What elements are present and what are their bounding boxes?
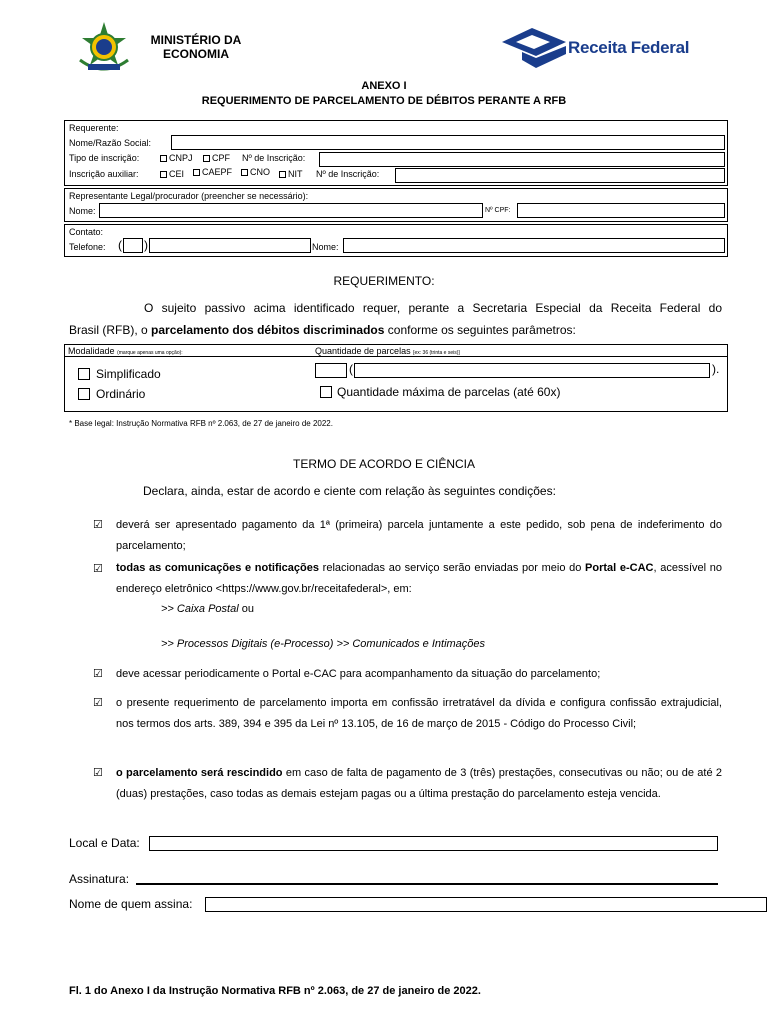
installments-words-field[interactable]: [354, 363, 710, 378]
term-item-3: deve acessar periodicamente o Portal e-CAC para acompanhamento da situação do parcelamento;: [116, 668, 601, 680]
item-1-check-icon: ☑: [93, 519, 103, 531]
terms-intro: Declara, ainda, estar de acordo e ciente com relação às seguintes condições:: [143, 484, 556, 498]
term-item-1: deverá ser apresentado pagamento da 1ª (primeira) parcela juntamente a este pedido, sob pena de indeferimento do parcelamento;: [116, 519, 722, 552]
cno-checkbox[interactable]: [241, 169, 248, 176]
contact-section-label: Contato:: [69, 227, 104, 237]
modality-label: Modalidade (marque apenas uma opção):: [68, 346, 183, 356]
term-item-2: todas as comunicações e notificações relacionadas ao serviço serão enviadas por meio do Portal e-CAC, acessível no endereço eletrônico <https://www.gov.br/receitafederal>, em:: [116, 562, 723, 595]
registration-number-label: Nº de Inscrição:: [242, 153, 306, 163]
applicant-name-field[interactable]: [171, 135, 725, 150]
cpf-checkbox[interactable]: [203, 155, 210, 162]
place-date-field[interactable]: [149, 836, 718, 851]
term-item-5: o parcelamento será rescindido em caso de falta de pagamento de 3 (três) prestações, consecutivas ou não; ou de até 2 (duas) prestações, caso todas as demais estejam pagas ou a última prestação do parcelamento esteja vencida.: [116, 767, 723, 800]
place-date-label: Local e Data:: [69, 836, 140, 850]
phone-area-close: ): [144, 238, 148, 252]
legal-basis-note: * Base legal: Instrução Normativa RFB nº 2.063, de 27 de janeiro de 2022.: [69, 419, 333, 428]
brand-name: Receita Federal: [568, 38, 690, 57]
representative-cpf-field[interactable]: [517, 203, 725, 218]
phone-number-field[interactable]: [149, 238, 311, 253]
cno-option[interactable]: CNO: [241, 167, 270, 177]
page-title: REQUERIMENTO DE PARCELAMENTO DE DÉBITOS PERANTE A RFB: [201, 95, 567, 107]
ordinary-label: Ordinário: [96, 387, 146, 401]
item-5-check-icon: ☑: [93, 767, 103, 779]
item-3-check-icon: ☑: [93, 668, 103, 680]
item-2-check-icon: ☑: [93, 563, 103, 575]
registration-number-field[interactable]: [319, 152, 725, 167]
signature-line[interactable]: [136, 883, 718, 885]
annex-label: ANEXO I: [361, 80, 407, 92]
cei-option[interactable]: CEI: [160, 169, 184, 179]
signer-name-field[interactable]: [205, 897, 767, 912]
cei-checkbox[interactable]: [160, 171, 167, 178]
phone-area-open: (: [118, 238, 122, 252]
name-label: Nome/Razão Social:: [69, 138, 152, 148]
representative-section: [64, 188, 728, 222]
quantity-label: Quantidade de parcelas [ex: 36 (trinta e seis)]: [315, 346, 460, 356]
aux-registration-number-field[interactable]: [395, 168, 725, 183]
request-line-2: Brasil (RFB), o parcelamento dos débitos discriminados conforme os seguintes parâmetros:: [69, 323, 576, 337]
caepf-option[interactable]: CAEPF: [193, 167, 232, 177]
item-4-check-icon: ☑: [93, 697, 103, 709]
cnpj-option[interactable]: CNPJ: [160, 153, 193, 163]
receita-federal-logo-icon: [502, 28, 566, 70]
footer-note: Fl. 1 do Anexo I da Instrução Normativa RFB nº 2.063, de 27 de janeiro de 2022.: [69, 985, 481, 997]
representative-section-label: Representante Legal/procurador (preencher se necessário):: [69, 191, 309, 201]
max-installments-checkbox[interactable]: [320, 386, 332, 398]
aux-registration-number-label: Nº de Inscrição:: [316, 169, 380, 179]
ministry-name: MINISTÉRIO DA ECONOMIA: [150, 33, 242, 61]
path-caixa-postal: >> Caixa Postal ou: [161, 603, 254, 615]
installments-number-field[interactable]: [315, 363, 347, 378]
nit-checkbox[interactable]: [279, 171, 286, 178]
term-item-4: o presente requerimento de parcelamento importa em confissão irretratável da dívida e configura confissão extrajudicial, nos termos dos arts. 389, 394 e 395 da Lei nº 13.105, de 16 de março de 2015 - Código do Processo Civil;: [116, 697, 722, 730]
simplified-label: Simplificado: [96, 367, 161, 381]
signature-label: Assinatura:: [69, 872, 130, 886]
parameters-section: [64, 344, 728, 412]
signer-name-label: Nome de quem assina:: [69, 897, 193, 911]
path-processos-digitais: >> Processos Digitais (e-Processo) >> Comunicados e Intimações: [161, 638, 486, 650]
representative-name-field[interactable]: [99, 203, 483, 218]
brazil-coat-of-arms-icon: [74, 20, 134, 78]
cpf-option[interactable]: CPF: [203, 153, 230, 163]
phone-area-code-field[interactable]: [123, 238, 143, 253]
max-installments-label: Quantidade máxima de parcelas (até 60x): [337, 385, 561, 399]
nit-option[interactable]: NIT: [279, 169, 303, 179]
representative-cpf-label: Nº CPF:: [485, 207, 511, 214]
cnpj-checkbox[interactable]: [160, 155, 167, 162]
applicant-section-label: Requerente:: [69, 123, 119, 133]
registration-type-label: Tipo de inscrição:: [69, 153, 140, 163]
contact-section: [64, 224, 728, 257]
simplified-checkbox[interactable]: [78, 368, 90, 380]
installments-paren-open: (: [349, 362, 353, 376]
applicant-section: [64, 120, 728, 186]
caepf-checkbox[interactable]: [193, 169, 200, 176]
aux-registration-label: Inscrição auxiliar:: [69, 169, 139, 179]
terms-heading: TERMO DE ACORDO E CIÊNCIA: [292, 457, 476, 471]
contact-name-label: Nome:: [312, 242, 339, 252]
installments-paren-close: ).: [712, 362, 720, 376]
request-heading: REQUERIMENTO:: [333, 274, 435, 288]
representative-name-label: Nome:: [69, 206, 96, 216]
phone-label: Telefone:: [69, 242, 106, 252]
ordinary-checkbox[interactable]: [78, 388, 90, 400]
request-line-1: O sujeito passivo acima identificado requer, perante a Secretaria Especial da Receita Federal do: [144, 301, 722, 315]
contact-name-field[interactable]: [343, 238, 725, 253]
